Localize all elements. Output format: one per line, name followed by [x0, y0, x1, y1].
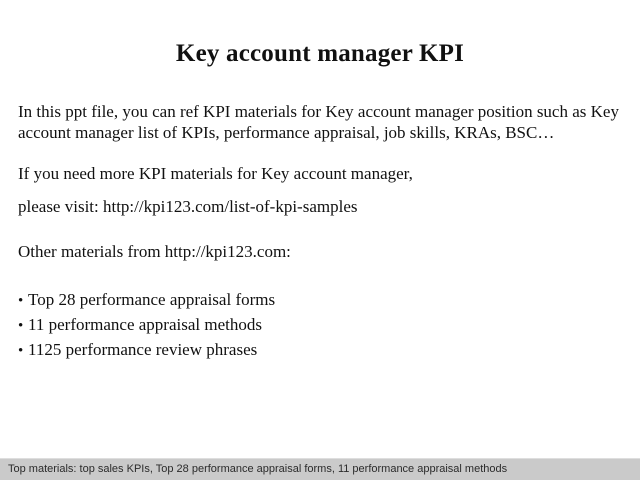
- list-item: [18, 338, 624, 363]
- other-materials-line: Other materials from http://kpi123.com:: [18, 242, 291, 261]
- bullet-item-text: Top 28 performance appraisal forms: [28, 290, 276, 309]
- bullet-icon: •: [18, 318, 24, 334]
- list-item: [18, 313, 624, 338]
- footer-bar: [0, 458, 640, 480]
- footer-text: Top materials: top sales KPIs, Top 28 performance appraisal forms, 11 performance appraisal methods: [8, 463, 508, 475]
- bullet-icon: •: [18, 343, 24, 359]
- bullet-icon: •: [18, 293, 24, 309]
- slide-title: Key account manager KPI: [175, 40, 465, 67]
- bullet-list: [18, 288, 624, 363]
- bullet-item-text: 11 performance appraisal methods: [28, 315, 262, 334]
- visit-url-line: please visit: http://kpi123.com/list-of-kpi-samples: [18, 197, 358, 216]
- intro-paragraph: In this ppt file, you can ref KPI materials for Key account manager position such as Key account manager list of KPIs, performance appraisal, job skills, KRAs, BSC…: [18, 102, 619, 142]
- list-item: [18, 288, 624, 313]
- bullet-item-text: 1125 performance review phrases: [28, 340, 258, 359]
- more-materials-line: If you need more KPI materials for Key account manager,: [18, 164, 413, 183]
